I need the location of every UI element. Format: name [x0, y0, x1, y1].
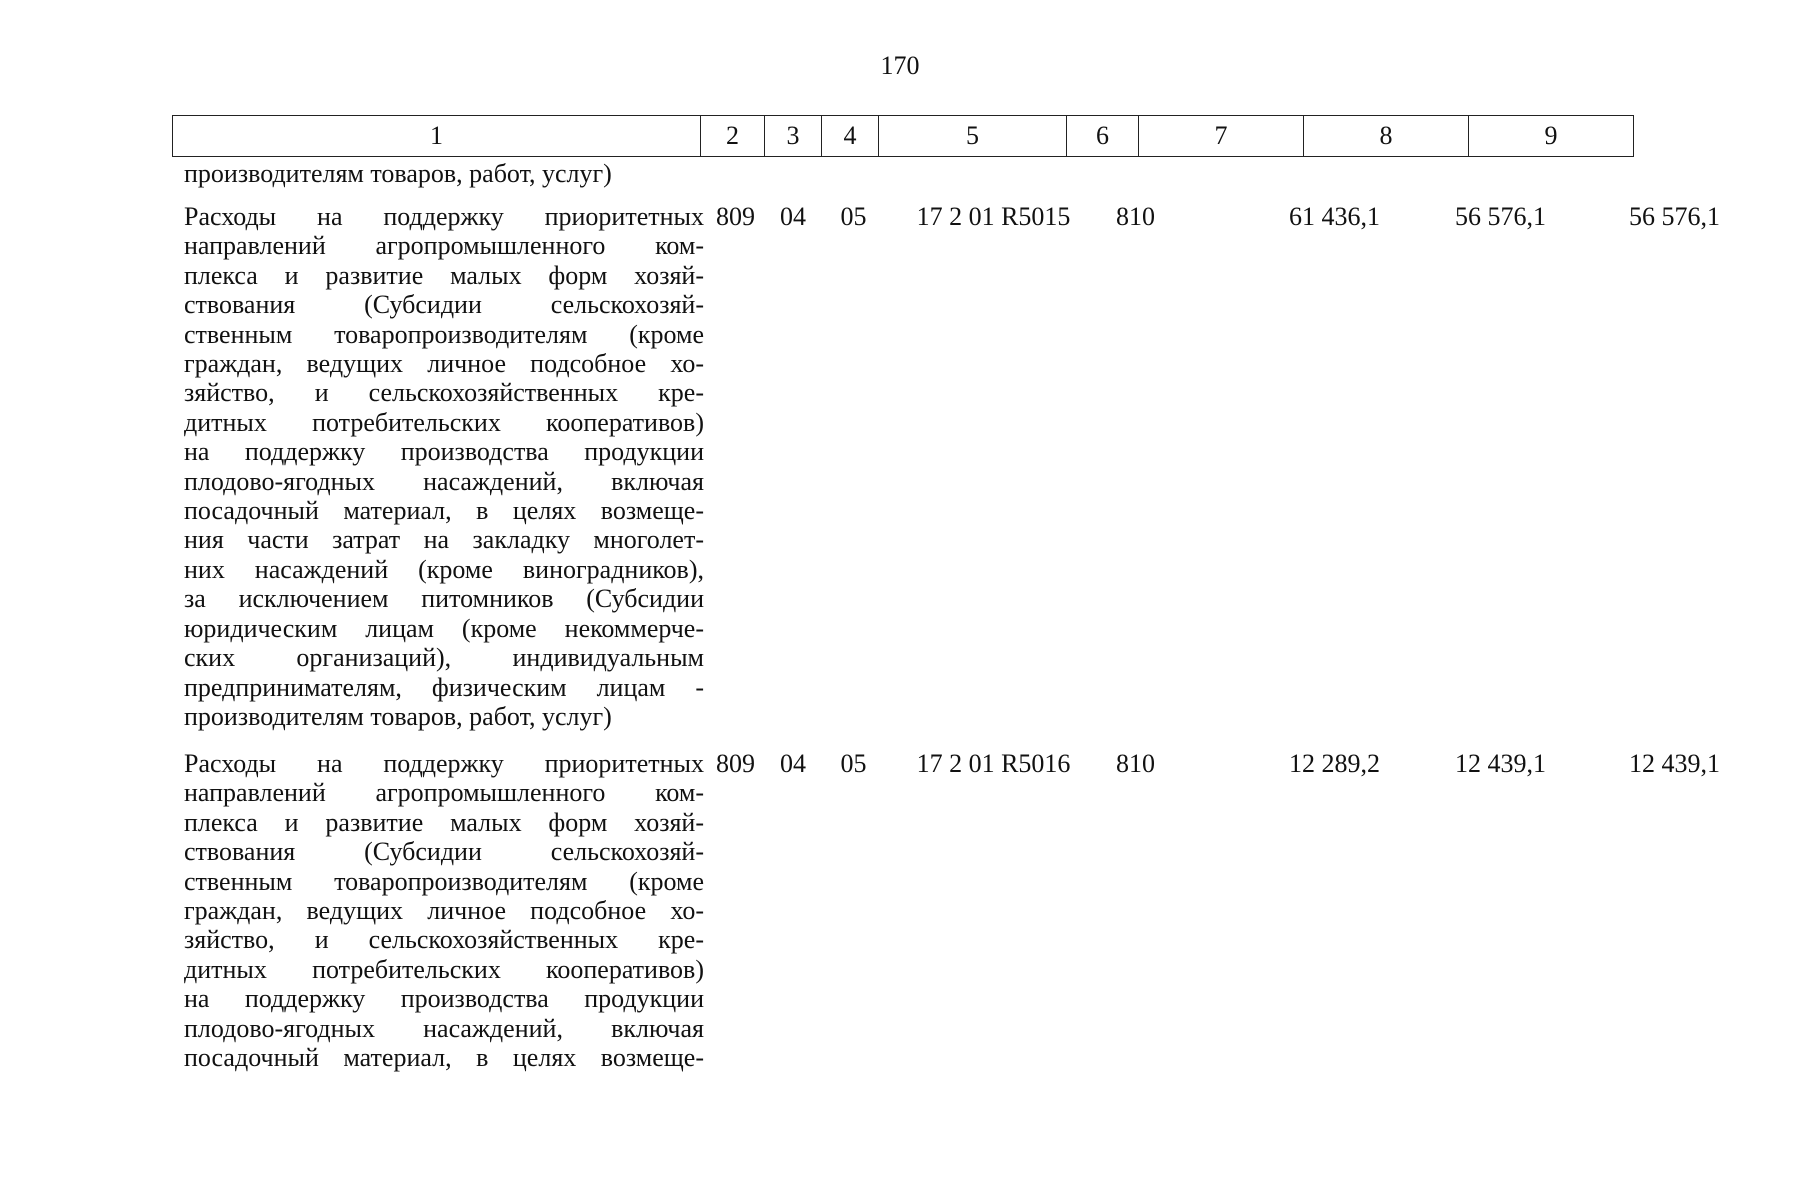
description-line: плодово-ягодных насаждений, включая: [184, 466, 704, 496]
row-code-ministry: 809: [716, 749, 755, 778]
page-number: 170: [880, 51, 920, 80]
description-line: направлений агропромышленного ком-: [184, 778, 704, 808]
description-line: производителям товаров, работ, услуг): [184, 159, 612, 188]
header-col-8: 8: [1304, 116, 1469, 157]
row-target-article: 17 2 01 R5016: [916, 749, 1071, 778]
description-line: посадочный материал, в целях возмеще-: [184, 496, 704, 526]
description-line: предпринимателям, физическим лицам -: [184, 672, 704, 702]
header-col-9: 9: [1469, 116, 1634, 157]
header-col-4: 4: [822, 116, 879, 157]
row-expense-type: 810: [1116, 202, 1155, 231]
row-description: [184, 749, 704, 1072]
description-line: за исключением питомников (Субсидии: [184, 584, 704, 614]
row-amount-col7: 61 436,1: [1289, 202, 1380, 231]
description-line: них насаждений (кроме виноградников),: [184, 554, 704, 584]
row-amount-col9: 12 439,1: [1629, 749, 1720, 778]
header-col-3: 3: [765, 116, 822, 157]
header-col-6: 6: [1067, 116, 1139, 157]
continuation-description: [184, 159, 704, 188]
row-description: [184, 202, 704, 731]
description-line: граждан, ведущих личное подсобное хо-: [184, 896, 704, 926]
description-line: плекса и развитие малых форм хозяй-: [184, 260, 704, 290]
row-amount-col8: 56 576,1: [1455, 202, 1546, 231]
description-line: плодово-ягодных насаждений, включая: [184, 1013, 704, 1043]
description-line: ния части затрат на закладку многолет-: [184, 525, 704, 555]
column-number-header: [172, 115, 1634, 157]
header-col-2: 2: [701, 116, 765, 157]
row-code-section: 04: [780, 749, 806, 778]
header-col-7: 7: [1139, 116, 1304, 157]
description-line: юридическим лицам (кроме некоммерче-: [184, 613, 704, 643]
description-line: зяйство, и сельскохозяйственных кре-: [184, 925, 704, 955]
description-line: посадочный материал, в целях возмеще-: [184, 1043, 704, 1073]
description-line: дитных потребительских кооперативов): [184, 407, 704, 437]
row-amount-col8: 12 439,1: [1455, 749, 1546, 778]
description-line: Расходы на поддержку приоритетных: [184, 749, 704, 778]
row-amount-col9: 56 576,1: [1629, 202, 1720, 231]
description-line: ствования (Субсидии сельскохозяй-: [184, 290, 704, 320]
description-line: на поддержку производства продукции: [184, 984, 704, 1014]
description-line: Расходы на поддержку приоритетных: [184, 202, 704, 231]
header-col-5: 5: [879, 116, 1067, 157]
description-line: ских организаций), индивидуальным: [184, 643, 704, 673]
description-line: ственным товаропроизводителям (кроме: [184, 319, 704, 349]
description-line: дитных потребительских кооперативов): [184, 954, 704, 984]
header-col-1: 1: [173, 116, 701, 157]
row-code-subsection: 05: [840, 202, 867, 231]
description-line: на поддержку производства продукции: [184, 437, 704, 467]
row-code-ministry: 809: [716, 202, 755, 231]
row-code-section: 04: [780, 202, 806, 231]
description-line: ствования (Субсидии сельскохозяй-: [184, 837, 704, 867]
description-line: ственным товаропроизводителям (кроме: [184, 866, 704, 896]
description-line: производителям товаров, работ, услуг): [184, 701, 612, 731]
description-line: направлений агропромышленного ком-: [184, 231, 704, 261]
row-target-article: 17 2 01 R5015: [916, 202, 1071, 231]
description-line: граждан, ведущих личное подсобное хо-: [184, 349, 704, 379]
description-line: плекса и развитие малых форм хозяй-: [184, 807, 704, 837]
row-amount-col7: 12 289,2: [1289, 749, 1380, 778]
description-line: зяйство, и сельскохозяйственных кре-: [184, 378, 704, 408]
row-code-subsection: 05: [840, 749, 867, 778]
row-expense-type: 810: [1116, 749, 1155, 778]
